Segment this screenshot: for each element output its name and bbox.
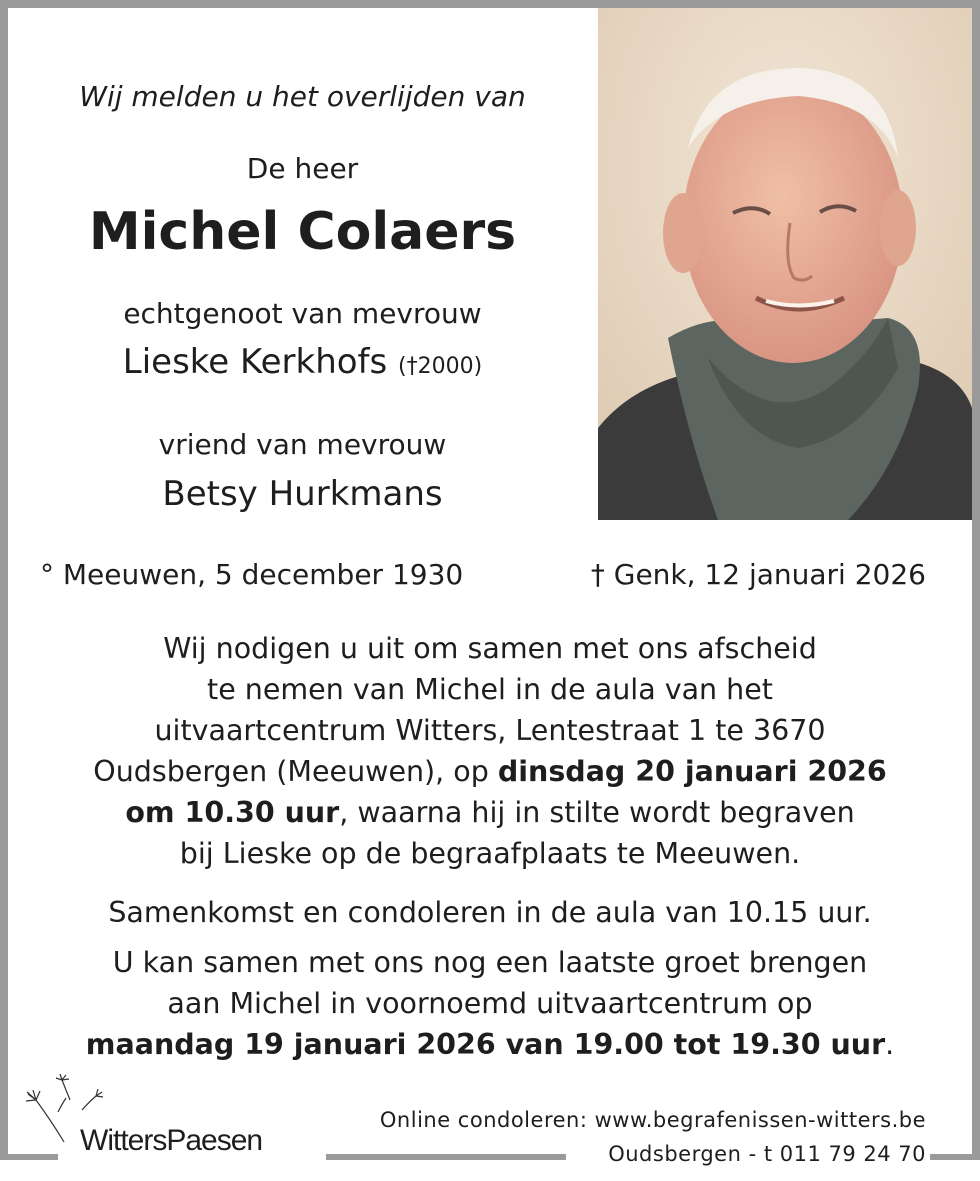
deceased-name: Michel Colaers xyxy=(88,202,517,262)
ceremony-date: dinsdag 20 januari 2026 xyxy=(497,755,887,788)
gathering-paragraph xyxy=(20,892,960,933)
birth-info: ° Meeuwen, 5 december 1930 xyxy=(40,558,464,591)
farewell-line: U kan samen met ons nog een laatste groet brengen xyxy=(112,946,868,979)
portrait-photo xyxy=(598,8,972,520)
frame-top-border xyxy=(0,0,980,8)
frame-right-border xyxy=(972,0,980,1160)
gathering-line: Samenkomst en condoleren in de aula van 10.15 uur. xyxy=(108,896,872,929)
frame-bottom-border-right xyxy=(930,1154,980,1160)
farewell-paragraph xyxy=(20,942,960,1065)
contact-info: Oudsbergen - t 011 79 24 70 xyxy=(608,1142,926,1166)
ceremony-line xyxy=(20,792,960,833)
ceremony-line: te nemen van Michel in de aula van het xyxy=(207,673,773,706)
farewell-line: aan Michel in voornoemd uitvaartcentrum op xyxy=(167,987,813,1020)
farewell-period: . xyxy=(885,1028,895,1061)
intro-line: Wij melden u het overlijden van xyxy=(79,80,526,113)
honorific: De heer xyxy=(246,152,359,185)
frame-bottom-border-middle xyxy=(326,1154,566,1160)
ceremony-line xyxy=(20,751,960,792)
company-logo-text: WittersPaesen xyxy=(80,1124,263,1157)
farewell-datetime: maandag 19 januari 2026 van 19.00 tot 19.30 uur xyxy=(85,1028,886,1061)
relation-friend-label: vriend van mevrouw xyxy=(158,428,447,461)
farewell-line xyxy=(20,1024,960,1065)
relation-spouse-label: echtgenoot van mevrouw xyxy=(123,297,482,330)
ceremony-time: om 10.30 uur xyxy=(125,796,340,829)
frame-left-border xyxy=(0,0,8,1160)
death-info: † Genk, 12 januari 2026 xyxy=(590,558,926,591)
ceremony-line: bij Lieske op de begraafplaats te Meeuwen. xyxy=(179,837,801,870)
ceremony-paragraph xyxy=(20,628,960,874)
spouse-line xyxy=(20,342,585,382)
spouse-name: Lieske Kerkhofs xyxy=(122,342,388,382)
ceremony-location-text: Oudsbergen (Meeuwen), op xyxy=(93,755,498,788)
burial-text: , waarna hij in stilte wordt begraven xyxy=(339,796,855,829)
friend-name: Betsy Hurkmans xyxy=(162,474,443,514)
online-condolences: Online condoleren: www.begrafenissen-witters.be xyxy=(379,1108,926,1132)
ceremony-line: Wij nodigen u uit om samen met ons afscheid xyxy=(163,632,817,665)
spouse-death-year: (†2000) xyxy=(398,354,483,379)
ceremony-line: uitvaartcentrum Witters, Lentestraat 1 te 3670 xyxy=(154,714,826,747)
